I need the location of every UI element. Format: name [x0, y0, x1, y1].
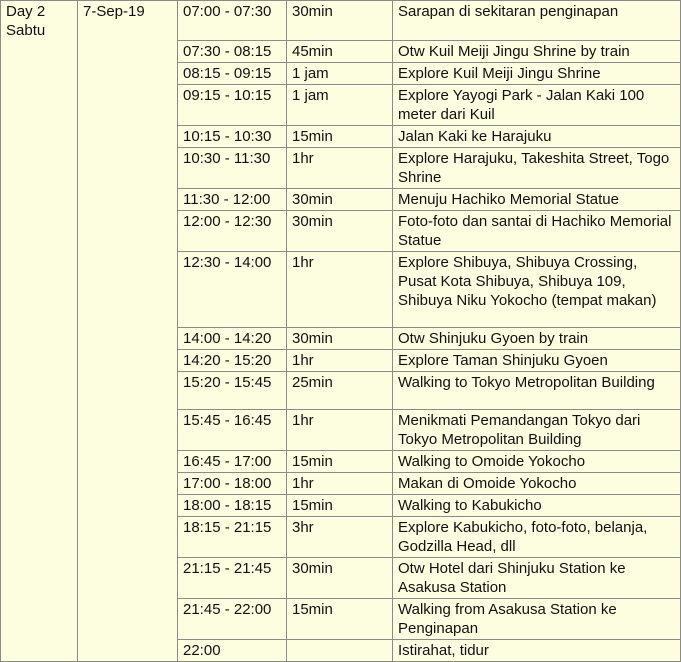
- duration-cell: 15min: [287, 126, 393, 148]
- activity-cell: Explore Harajuku, Takeshita Street, Togo Shrine: [393, 148, 681, 189]
- duration-cell: 1hr: [287, 410, 393, 451]
- time-cell: 21:15 - 21:45: [178, 558, 287, 599]
- activity-cell: Foto-foto dan santai di Hachiko Memorial Statue: [393, 211, 681, 252]
- duration-cell: 1hr: [287, 148, 393, 189]
- activity-cell: Explore Kabukicho, foto-foto, belanja, Godzilla Head, dll: [393, 517, 681, 558]
- duration-cell: 30min: [287, 328, 393, 350]
- time-cell: 14:20 - 15:20: [178, 350, 287, 372]
- time-cell: 15:20 - 15:45: [178, 372, 287, 410]
- activity-cell: Otw Shinjuku Gyoen by train: [393, 328, 681, 350]
- duration-cell: [287, 640, 393, 662]
- duration-cell: 15min: [287, 599, 393, 640]
- time-cell: 14:00 - 14:20: [178, 328, 287, 350]
- time-cell: 07:30 - 08:15: [178, 41, 287, 63]
- day-cell: [1, 1, 78, 662]
- itinerary-body: [1, 1, 681, 662]
- time-cell: 11:30 - 12:00: [178, 189, 287, 211]
- duration-cell: 25min: [287, 372, 393, 410]
- activity-cell: Jalan Kaki ke Harajuku: [393, 126, 681, 148]
- activity-cell: Istirahat, tidur: [393, 640, 681, 662]
- day-label: Day 2: [6, 3, 46, 20]
- duration-cell: 1hr: [287, 350, 393, 372]
- activity-cell: Makan di Omoide Yokocho: [393, 473, 681, 495]
- activity-cell: Explore Shibuya, Shibuya Crossing, Pusat Kota Shibuya, Shibuya 109, Shibuya Niku Yokocho (tempat makan): [393, 252, 681, 328]
- activity-cell: Walking to Omoide Yokocho: [393, 451, 681, 473]
- time-cell: 10:15 - 10:30: [178, 126, 287, 148]
- table-row: [1, 1, 681, 41]
- activity-cell: Otw Hotel dari Shinjuku Station ke Asakusa Station: [393, 558, 681, 599]
- activity-cell: Explore Yayogi Park - Jalan Kaki 100 meter dari Kuil: [393, 85, 681, 126]
- activity-cell: Walking to Kabukicho: [393, 495, 681, 517]
- duration-cell: 1hr: [287, 252, 393, 328]
- time-cell: 22:00: [178, 640, 287, 662]
- activity-cell: Sarapan di sekitaran penginapan: [393, 1, 681, 41]
- activity-cell: Menuju Hachiko Memorial Statue: [393, 189, 681, 211]
- time-cell: 12:30 - 14:00: [178, 252, 287, 328]
- time-cell: 21:45 - 22:00: [178, 599, 287, 640]
- duration-cell: 30min: [287, 189, 393, 211]
- time-cell: 10:30 - 11:30: [178, 148, 287, 189]
- day-weekday: Sabtu: [6, 22, 46, 39]
- activity-cell: Walking from Asakusa Station ke Penginapan: [393, 599, 681, 640]
- time-cell: 15:45 - 16:45: [178, 410, 287, 451]
- time-cell: 17:00 - 18:00: [178, 473, 287, 495]
- duration-cell: 30min: [287, 558, 393, 599]
- time-cell: 08:15 - 09:15: [178, 63, 287, 85]
- activity-cell: Otw Kuil Meiji Jingu Shrine by train: [393, 41, 681, 63]
- time-cell: 16:45 - 17:00: [178, 451, 287, 473]
- duration-cell: 15min: [287, 495, 393, 517]
- activity-cell: Explore Taman Shinjuku Gyoen: [393, 350, 681, 372]
- duration-cell: 1 jam: [287, 85, 393, 126]
- duration-cell: 30min: [287, 1, 393, 41]
- activity-cell: Walking to Tokyo Metropolitan Building: [393, 372, 681, 410]
- date-cell: 7-Sep-19: [78, 1, 178, 662]
- duration-cell: 1hr: [287, 473, 393, 495]
- time-cell: 18:15 - 21:15: [178, 517, 287, 558]
- time-cell: 18:00 - 18:15: [178, 495, 287, 517]
- duration-cell: 1 jam: [287, 63, 393, 85]
- duration-cell: 15min: [287, 451, 393, 473]
- activity-cell: Menikmati Pemandangan Tokyo dari Tokyo Metropolitan Building: [393, 410, 681, 451]
- time-cell: 12:00 - 12:30: [178, 211, 287, 252]
- time-cell: 07:00 - 07:30: [178, 1, 287, 41]
- activity-cell: Explore Kuil Meiji Jingu Shrine: [393, 63, 681, 85]
- duration-cell: 3hr: [287, 517, 393, 558]
- duration-cell: 45min: [287, 41, 393, 63]
- time-cell: 09:15 - 10:15: [178, 85, 287, 126]
- duration-cell: 30min: [287, 211, 393, 252]
